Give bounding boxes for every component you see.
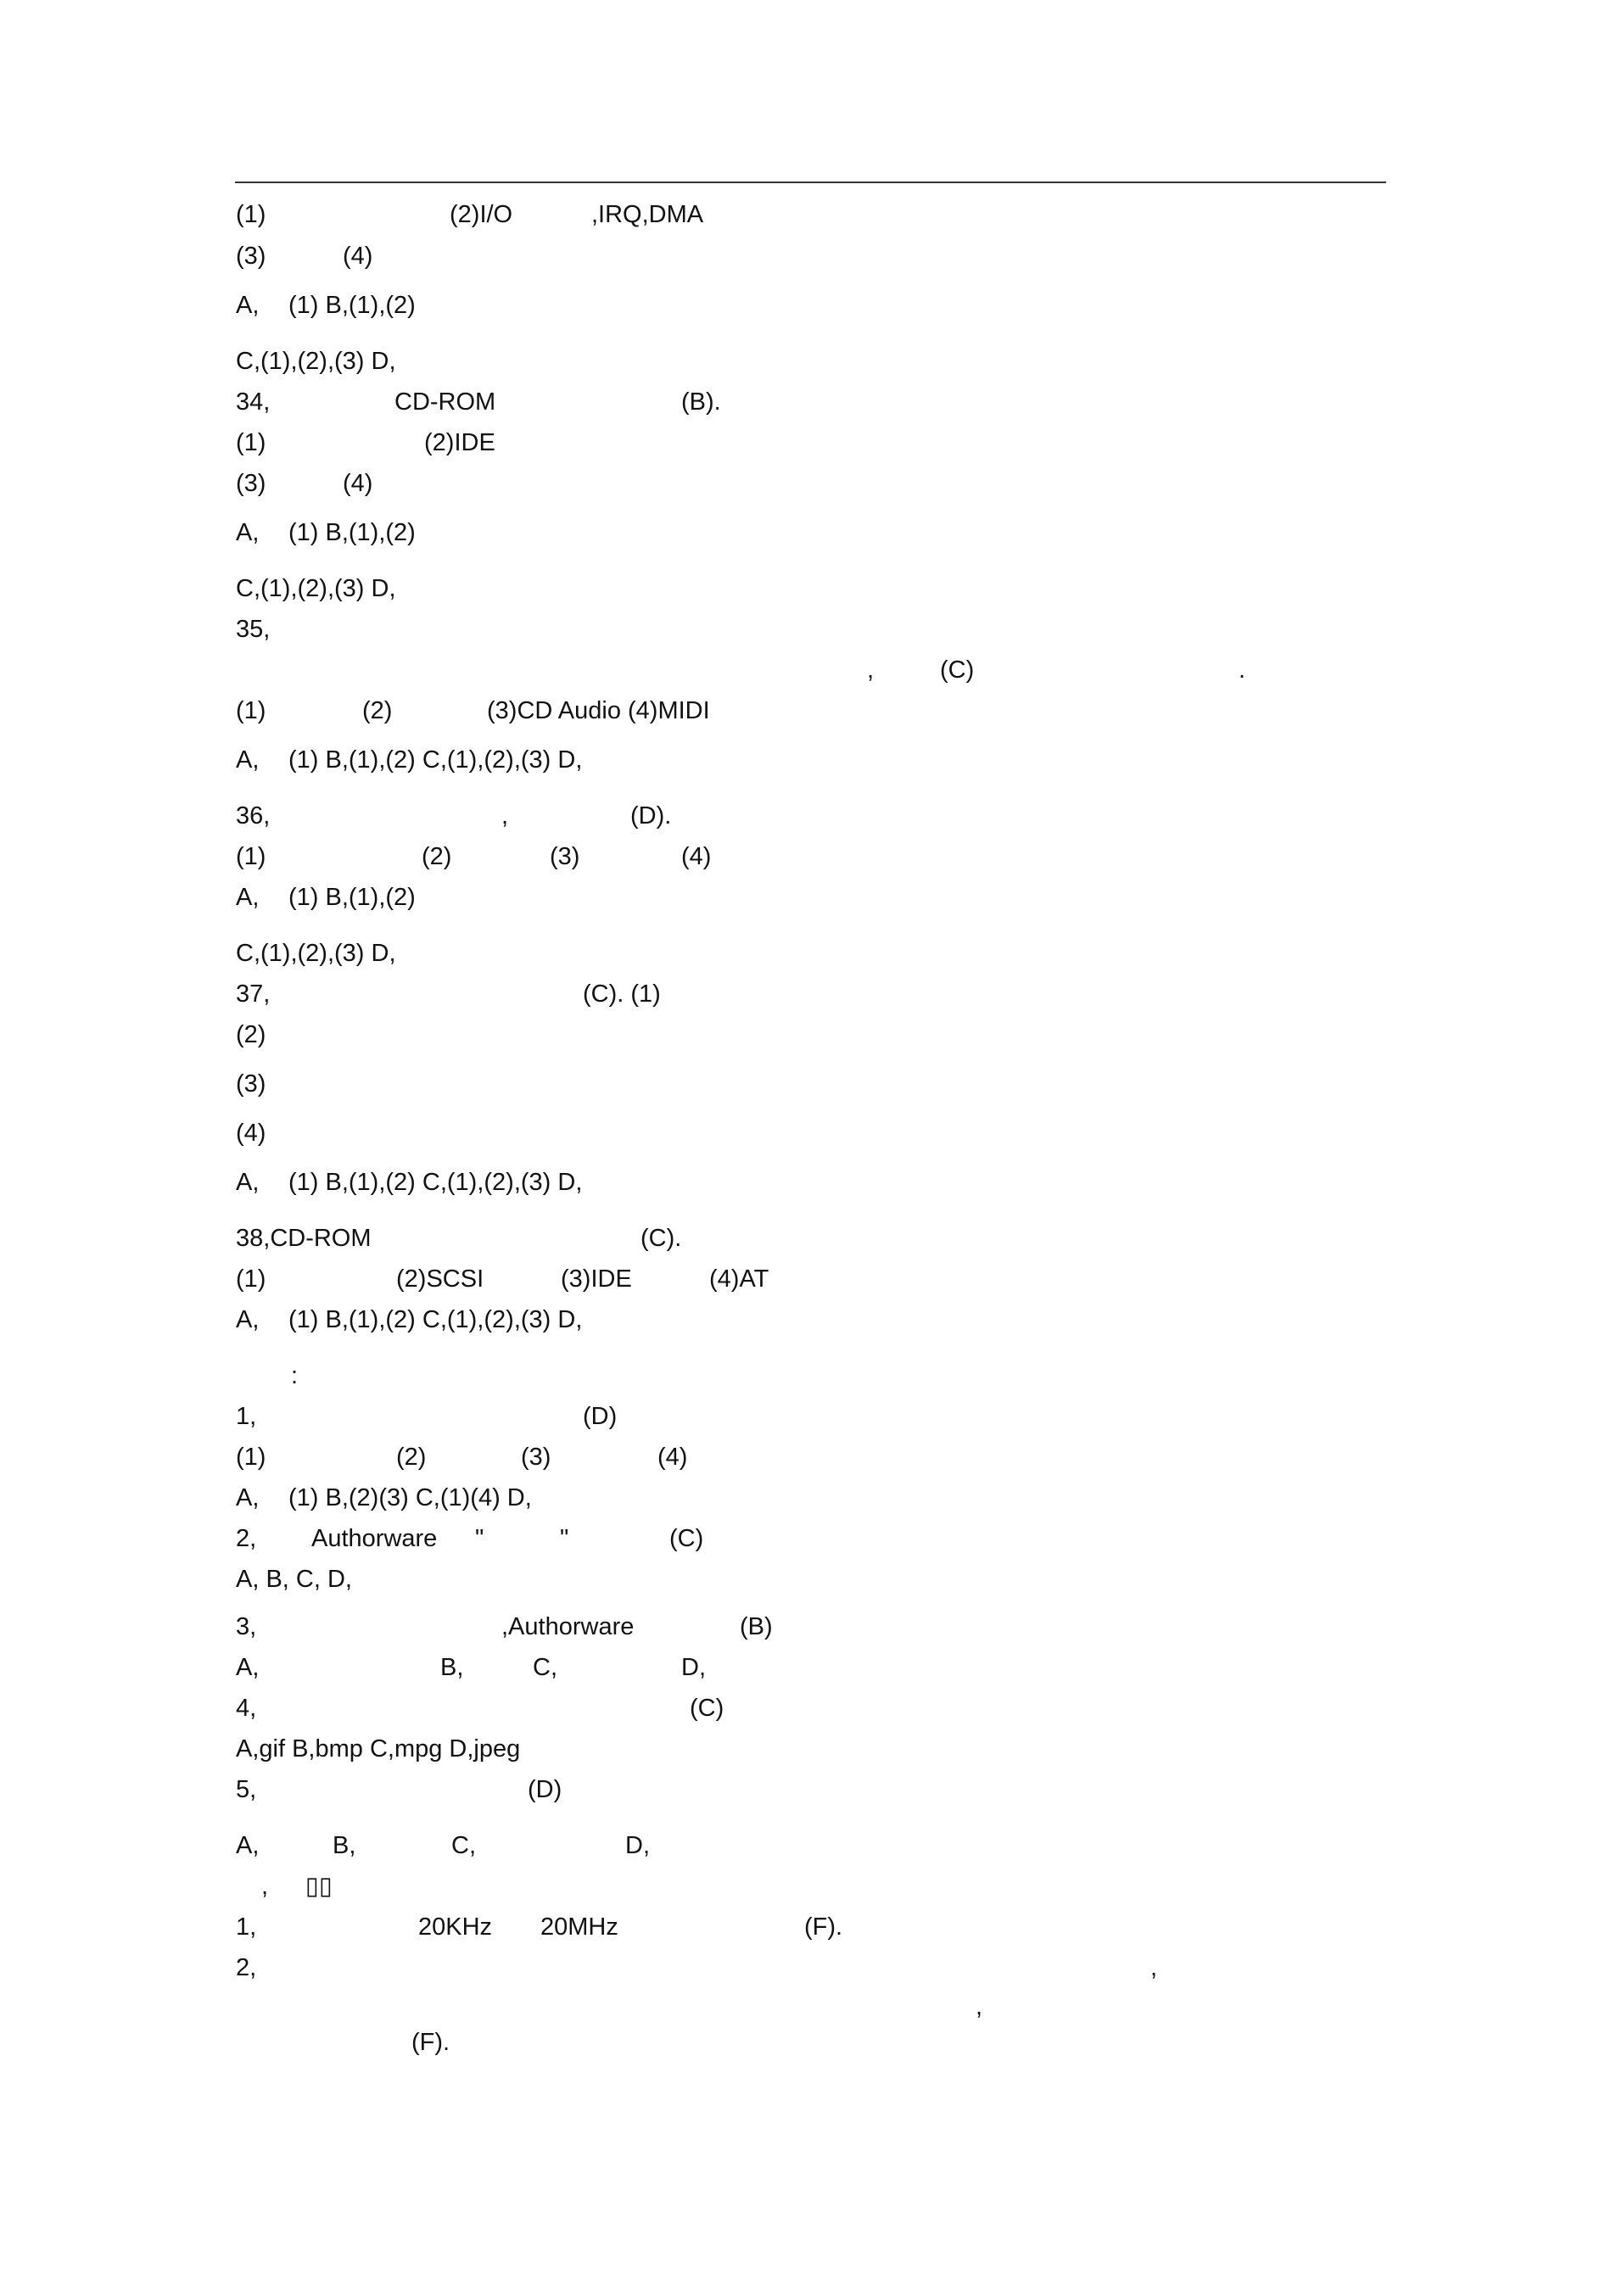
text-line — [0, 1440, 1622, 1474]
text-segment: C,(1),(2),(3) D, — [236, 940, 396, 967]
text-segment: (1) — [236, 697, 266, 724]
text-segment: (3) — [236, 1070, 266, 1098]
text-line — [0, 840, 1622, 874]
text-segment: . — [1239, 656, 1246, 684]
text-segment: C,(1),(2),(3) D, — [236, 575, 396, 602]
text-segment: C, — [451, 1832, 476, 1859]
text-segment: (4) — [657, 1444, 688, 1471]
text-segment: (1) — [236, 1444, 266, 1471]
text-segment: ,IRQ,DMA — [591, 201, 704, 228]
text-segment: (2)IDE — [424, 429, 495, 456]
text-segment: A, — [236, 1306, 260, 1333]
text-segment: (1) B,(1),(2) C,(1),(2),(3) D, — [288, 746, 583, 774]
text-segment: " — [475, 1525, 484, 1552]
text-segment: 2, — [236, 1525, 257, 1552]
text-segment: (D) — [583, 1403, 618, 1430]
text-line — [0, 1522, 1622, 1556]
text-segment: 36, — [236, 802, 271, 830]
text-segment: Authorware — [311, 1525, 438, 1552]
text-segment: , — [1150, 1954, 1158, 1981]
text-segment: (1) B,(1),(2) — [288, 519, 416, 546]
text-segment: (2) — [362, 697, 393, 724]
text-line — [0, 239, 1622, 273]
text-line — [0, 385, 1622, 419]
text-line — [0, 1869, 1622, 1903]
text-segment: (2) — [236, 1021, 266, 1048]
text-segment: (C). — [640, 1225, 682, 1252]
text-segment: (F). — [804, 1913, 843, 1941]
text-segment: (3) — [521, 1444, 551, 1471]
text-line — [0, 1990, 1622, 2024]
text-line — [0, 2025, 1622, 2059]
text-segment: (4) — [681, 843, 712, 870]
text-segment: (3) — [236, 243, 266, 270]
text-segment: 2, — [236, 1954, 257, 1981]
text-segment: ,Authorware — [501, 1613, 635, 1640]
text-segment: (D). — [630, 802, 672, 830]
text-line — [0, 1359, 1622, 1393]
text-segment: A,gif B,bmp C,mpg D,jpeg — [236, 1735, 521, 1763]
text-segment: (F). — [411, 2029, 450, 2056]
text-segment: A, — [236, 519, 260, 546]
text-line — [0, 288, 1622, 322]
text-segment: D, — [625, 1832, 650, 1859]
text-line — [0, 1116, 1622, 1150]
text-segment: (4)AT — [709, 1265, 769, 1293]
text-segment: (1) — [236, 1265, 266, 1293]
text-segment: , — [261, 1873, 269, 1900]
text-line — [0, 1951, 1622, 1985]
text-segment: (1) B,(2)(3) C,(1)(4) D, — [288, 1484, 532, 1511]
text-segment: , — [501, 802, 509, 830]
text-segment: (2) — [422, 843, 452, 870]
text-line — [0, 344, 1622, 378]
text-segment: 5, — [236, 1776, 257, 1803]
text-segment: , — [976, 1993, 983, 2020]
text-line — [0, 198, 1622, 232]
text-segment: A, — [236, 1654, 260, 1681]
text-segment: : — [291, 1362, 299, 1389]
text-segment: 4, — [236, 1695, 257, 1722]
text-line — [0, 799, 1622, 833]
text-segment: (4) — [343, 470, 373, 497]
text-line — [0, 1732, 1622, 1766]
text-segment: , — [867, 656, 875, 684]
text-segment: 1, — [236, 1913, 257, 1941]
text-segment: CD-ROM — [394, 388, 496, 416]
text-segment: (C) — [690, 1695, 724, 1722]
text-segment: (2) — [396, 1444, 427, 1471]
text-line — [0, 466, 1622, 500]
text-line — [0, 694, 1622, 728]
text-segment: A, — [236, 1169, 260, 1196]
text-segment: (B) — [740, 1613, 773, 1640]
text-line — [0, 1221, 1622, 1255]
text-line — [0, 1481, 1622, 1515]
text-segment: A, — [236, 1832, 260, 1859]
text-line — [0, 977, 1622, 1011]
text-segment: (C) — [940, 656, 975, 684]
text-segment: A, — [236, 746, 260, 774]
text-segment: (3) — [236, 470, 266, 497]
text-segment: A, B, C, D, — [236, 1566, 352, 1593]
header-rule — [235, 182, 1386, 183]
text-segment: (2)SCSI — [396, 1265, 484, 1293]
text-segment: (1) B,(1),(2) — [288, 884, 416, 911]
text-segment: (4) — [343, 243, 373, 270]
text-line — [0, 516, 1622, 550]
text-segment: A, — [236, 884, 260, 911]
text-segment: 35, — [236, 616, 271, 643]
text-line — [0, 572, 1622, 606]
text-line — [0, 1829, 1622, 1863]
text-segment: (3)CD Audio (4)MIDI — [487, 697, 710, 724]
text-segment: C, — [533, 1654, 557, 1681]
text-line — [0, 1651, 1622, 1684]
text-line — [0, 1773, 1622, 1807]
text-segment: " — [560, 1525, 569, 1552]
text-line — [0, 743, 1622, 777]
text-segment: ▯▯ — [305, 1873, 333, 1900]
text-segment: A, — [236, 292, 260, 319]
text-segment: 20KHz — [418, 1913, 493, 1941]
text-segment: A, — [236, 1484, 260, 1511]
text-line — [0, 1910, 1622, 1944]
text-segment: 37, — [236, 980, 271, 1008]
text-line — [0, 1562, 1622, 1596]
text-segment: 3, — [236, 1613, 257, 1640]
text-segment: (1) — [236, 843, 266, 870]
text-line — [0, 426, 1622, 460]
text-segment: (1) B,(1),(2) — [288, 292, 416, 319]
text-line — [0, 653, 1622, 687]
text-line — [0, 1610, 1622, 1644]
text-segment: (D) — [528, 1776, 562, 1803]
text-segment: (3) — [550, 843, 580, 870]
text-segment: (B). — [681, 388, 721, 416]
text-segment: C,(1),(2),(3) D, — [236, 348, 396, 375]
text-line — [0, 612, 1622, 646]
text-line — [0, 1165, 1622, 1199]
text-line — [0, 1691, 1622, 1725]
text-segment: 34, — [236, 388, 271, 416]
text-segment: B, — [440, 1654, 464, 1681]
text-segment: (1) B,(1),(2) C,(1),(2),(3) D, — [288, 1169, 583, 1196]
text-segment: (4) — [236, 1120, 266, 1147]
text-segment: 1, — [236, 1403, 257, 1430]
text-segment: B, — [333, 1832, 356, 1859]
text-line — [0, 880, 1622, 914]
text-line — [0, 1303, 1622, 1337]
text-segment: (3)IDE — [561, 1265, 632, 1293]
text-line — [0, 1018, 1622, 1052]
text-segment: 38,CD-ROM — [236, 1225, 372, 1252]
text-segment: (1) — [236, 201, 266, 228]
text-segment: (C). (1) — [583, 980, 661, 1008]
text-segment: (2)I/O — [450, 201, 513, 228]
text-segment: (C) — [669, 1525, 704, 1552]
text-line — [0, 1262, 1622, 1296]
text-line — [0, 1067, 1622, 1101]
text-segment: (1) B,(1),(2) C,(1),(2),(3) D, — [288, 1306, 583, 1333]
text-line — [0, 1399, 1622, 1433]
text-segment: (1) — [236, 429, 266, 456]
text-line — [0, 936, 1622, 970]
text-segment: D, — [681, 1654, 706, 1681]
text-segment: 20MHz — [540, 1913, 618, 1941]
